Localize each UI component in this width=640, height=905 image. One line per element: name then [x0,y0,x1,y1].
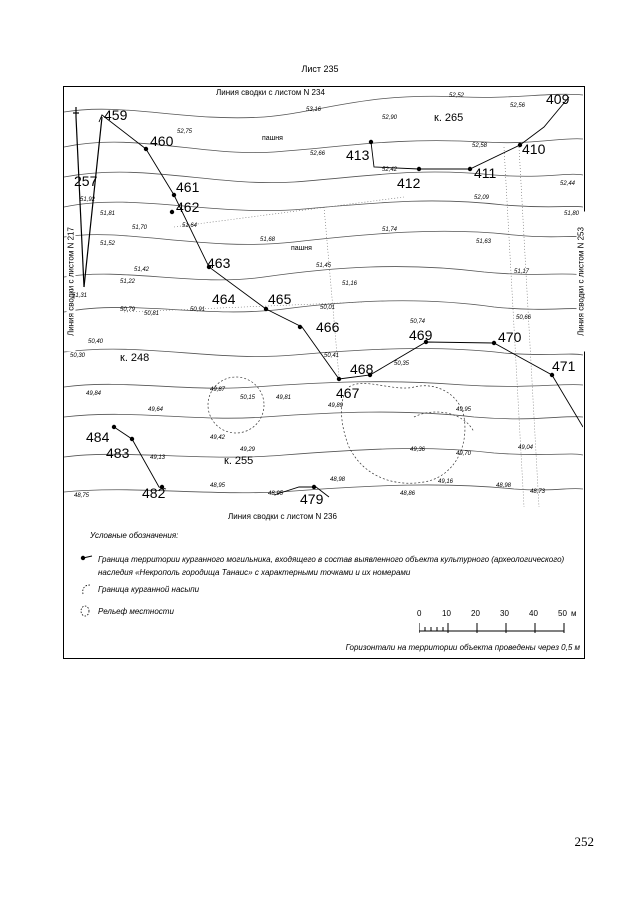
edge-label-right: Линия сводки с листом N 253 [577,212,586,352]
elevation-label: 51,52 [100,241,116,247]
point-label: 413 [346,147,370,163]
boundary-line [99,97,583,497]
elevation-label: 52,44 [560,181,576,187]
elevation-label: 51,22 [120,279,136,285]
elevation-label: 49,70 [456,451,472,457]
point-label: 479 [300,491,324,507]
elevation-label: 50,81 [144,311,160,317]
elevation-label: 50,79 [120,307,136,313]
area-label: к. 255 [224,455,254,467]
sheet-title: Лист 235 [301,64,339,74]
elevation-label: 50,41 [324,353,340,359]
scale-tick-label: 30 [500,609,509,618]
edge-label-bottom: Линия сводки с листом N 236 [228,512,337,521]
point-label: 464 [212,291,236,307]
elevation-label: 51,42 [134,267,150,273]
point-label: 257 [74,173,98,189]
boundary-point-icon [78,553,94,565]
elevation-label: 48,98 [330,477,346,483]
elevation-label: 48,73 [530,489,546,495]
elevation-label: 50,01 [320,305,336,311]
elevation-label: 51,80 [564,211,580,217]
elevation-label: 51,16 [342,281,358,287]
scale-tick-label: 10 [442,609,451,618]
elevation-label: 50,15 [240,395,256,401]
area-label: к. 248 [120,352,150,364]
elevation-label: 50,91 [190,307,206,313]
elevation-label: 52,52 [449,93,465,99]
elevation-label: 49,95 [456,407,472,413]
elevation-label: 50,74 [410,319,426,325]
elevation-label: 52,58 [472,143,488,149]
elevation-label: 49,89 [328,403,344,409]
point-label: 484 [86,429,110,445]
elevation-label: 52,66 [310,151,326,157]
page-number: 252 [574,834,594,849]
scale-bar [419,609,579,639]
elevation-label: 51,17 [514,269,530,275]
elevation-label: 49,84 [86,391,102,397]
elevation-label: 52,56 [510,103,526,109]
point-label: 462 [176,199,200,215]
area-label: к. 265 [434,112,464,124]
elevation-label: 52,09 [474,195,490,201]
elevation-label: 49,29 [240,447,256,453]
mound-boundary-icon [78,583,94,595]
elevation-label: 49,16 [438,479,454,485]
legend-title: Условные обозначения: [90,531,179,540]
point-label: 411 [474,165,497,181]
legend-item-mound [78,583,598,596]
elevation-label: 52,42 [382,167,398,173]
edge-label-left: Линия сводки с листом N 217 [67,212,76,352]
scale-tick-label: 20 [471,609,480,618]
elevation-label: 50,35 [394,361,410,367]
scale-bar-graphic [419,621,579,637]
scale-tick-label: 40 [529,609,538,618]
relief-icon [78,605,94,617]
legend-text: Граница курганной насыпи [98,585,200,594]
elevation-label: 49,42 [210,435,226,441]
point-label: 409 [546,91,570,107]
elevation-label: 53,16 [306,107,322,113]
elevation-label: 51,63 [476,239,492,245]
contour-note: Горизонтали на территории объекта проведены через 0,5 м [345,643,580,652]
scale-tick-label: 50 [558,609,567,618]
elevation-label: 51,64 [182,223,198,229]
elevation-label: 48,95 [268,491,284,497]
scale-tick-label: 0 [417,609,422,618]
elevation-label: 52,90 [382,115,398,121]
elevation-label: 49,04 [518,445,534,451]
elevation-label: 50,30 [70,353,86,359]
elevation-label: 49,64 [148,407,164,413]
elevation-label: 50,66 [516,315,532,321]
point-label: 465 [268,291,292,307]
elevation-label: 51,31 [72,293,88,299]
elevation-label: 49,81 [276,395,292,401]
point-label: 410 [522,141,546,157]
legend-text: Рельеф местности [98,607,174,616]
elevation-label: 51,81 [100,211,116,217]
point-label: 412 [397,175,421,191]
point-label: 461 [176,179,200,195]
point-label: 482 [142,485,166,501]
elevation-label: 51,70 [132,225,148,231]
legend [64,517,586,660]
point-label: 466 [316,319,340,335]
elevation-label: 49,36 [410,447,426,453]
point-label: 468 [350,361,374,377]
point-label: 467 [336,385,360,401]
elevation-label: 51,68 [260,237,276,243]
point-label: 483 [106,445,130,461]
elevation-label: 48,75 [74,493,90,499]
legend-item-boundary [78,553,598,579]
elevation-label: 51,92 [80,197,96,203]
point-label: 470 [498,329,522,345]
edge-label-top: Линия сводки с листом N 234 [216,88,325,97]
elevation-label: 49,87 [210,387,226,393]
point-label: 460 [150,133,174,149]
elevation-label: 48,95 [210,483,226,489]
elevation-label: 48,86 [400,491,416,497]
elevation-label: 52,75 [177,129,193,135]
elevation-label: 49,13 [150,455,166,461]
point-label: 471 [552,358,576,374]
scale-unit: м [571,609,577,618]
point-label: 459 [104,107,128,123]
legend-text: Граница территории курганного могильника, входящего в состав выявленного объекта культурного (археологического) наследия «Некрополь городища Танаис» с характерными точками и их номерами [98,555,565,577]
elevation-label: 50,40 [88,339,104,345]
elevation-label: 51,74 [382,227,398,233]
point-label: 463 [207,255,231,271]
elevation-label: 51,45 [316,263,332,269]
elevation-label: 48,98 [496,483,512,489]
point-label: 469 [409,327,433,343]
area-label: пашня [291,245,312,252]
area-label: пашня [262,135,283,142]
map-frame [63,86,585,659]
